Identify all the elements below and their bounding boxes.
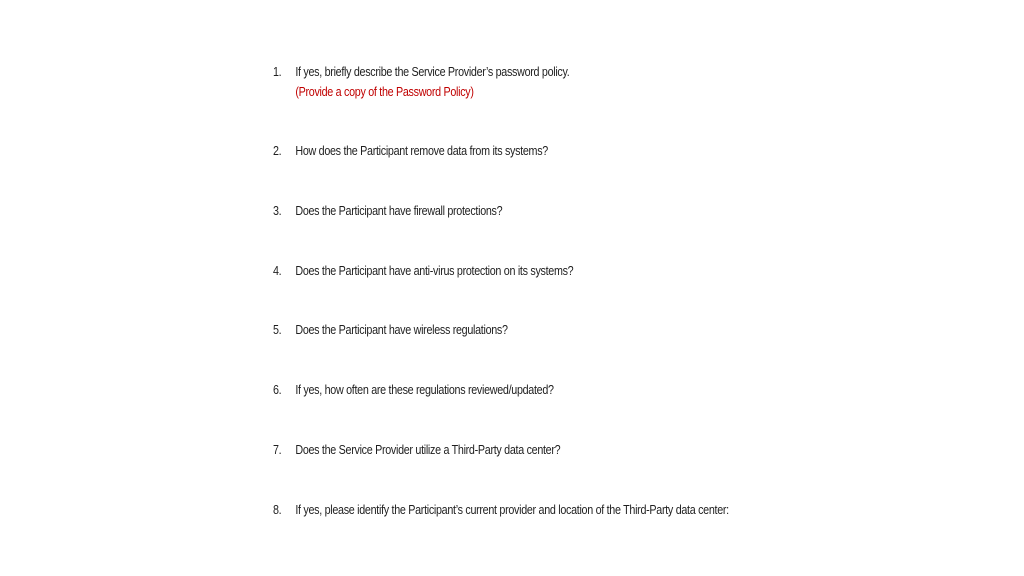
question-text: Does the Participant have wireless regulations? [295,323,508,337]
question-number: 6. [273,383,282,397]
question-6 [273,380,806,400]
question-number: 8. [273,503,282,517]
question-3 [273,201,806,221]
question-text: If yes, please identify the Participant’s current provider and location of the Third-Party data center: [295,503,729,517]
question-number: 5. [273,323,282,337]
question-7 [273,440,806,460]
question-number: 1. [273,65,282,79]
question-2 [273,141,806,161]
question-8 [273,500,806,520]
question-text: Does the Participant have firewall protections? [295,204,503,218]
question-note: (Provide a copy of the Password Policy) [295,85,474,99]
question-text: If yes, briefly describe the Service Provider’s password policy. [295,65,570,79]
question-text: If yes, how often are these regulations reviewed/updated? [295,383,554,397]
question-text: Does the Service Provider utilize a Third-Party data center? [295,443,561,457]
question-1 [273,62,806,102]
question-4 [273,261,806,281]
question-number: 3. [273,204,282,218]
question-text: Does the Participant have anti-virus protection on its systems? [295,264,574,278]
question-text: How does the Participant remove data from its systems? [295,144,548,158]
question-number: 7. [273,443,282,457]
question-number: 2. [273,144,282,158]
question-number: 4. [273,264,282,278]
question-5 [273,320,806,340]
